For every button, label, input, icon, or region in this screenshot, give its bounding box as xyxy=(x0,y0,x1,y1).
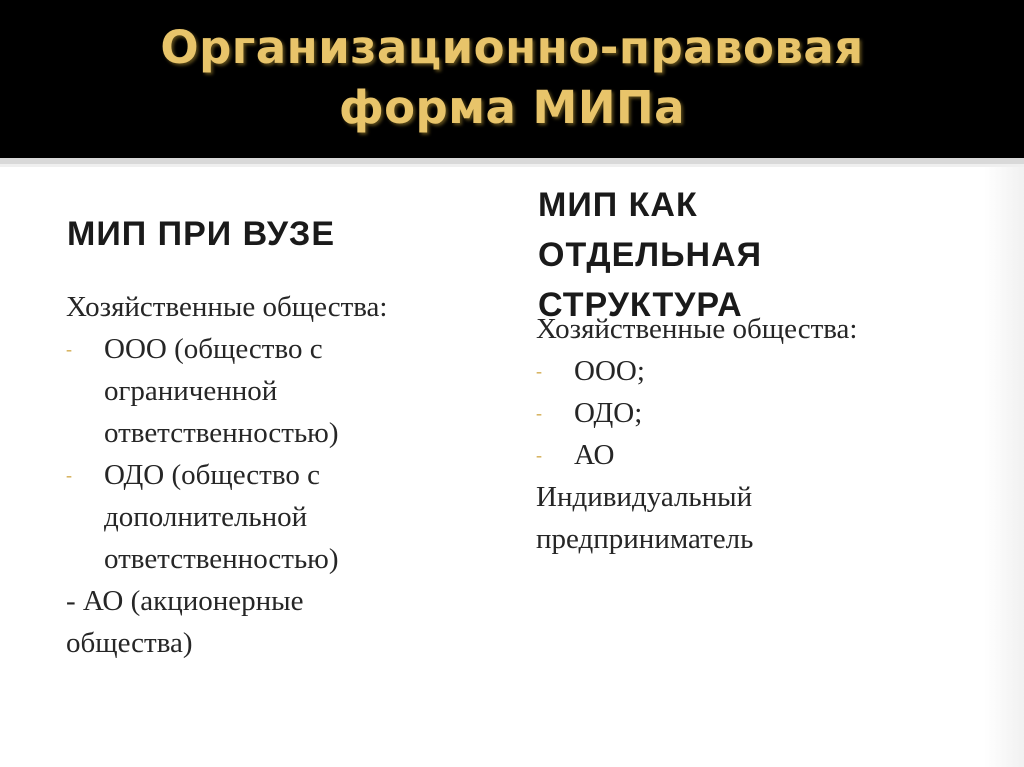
left-intro: Хозяйственные общества: xyxy=(66,291,388,323)
dash-bullet-icon: - xyxy=(66,465,72,485)
list-item-line: ООО (общество с xyxy=(104,333,323,365)
slide-title-line2: форма МИПа xyxy=(338,81,686,134)
list-item-line: ответственностью) xyxy=(104,417,339,449)
list-item-line: ОДО (общество с xyxy=(104,459,320,491)
list-item xyxy=(536,434,956,476)
right-last-line: предприниматель xyxy=(536,523,754,555)
list-item xyxy=(536,392,956,434)
left-last-line: - АО (акционерные xyxy=(66,585,304,617)
right-heading-line: СТРУКТУРА xyxy=(538,286,743,324)
list-item-line: ответственностью) xyxy=(104,543,339,575)
right-edge-shade xyxy=(984,167,1024,767)
right-intro: Хозяйственные общества: xyxy=(536,313,858,345)
left-column-heading: МИП ПРИ ВУЗЕ xyxy=(67,215,336,253)
list-item-label: ОДО; xyxy=(574,397,643,429)
list-item xyxy=(66,454,486,580)
right-last-line: Индивидуальный xyxy=(536,481,753,513)
list-item-line: дополнительной xyxy=(104,501,308,533)
list-item-line: ограниченной xyxy=(104,375,278,407)
list-item xyxy=(536,350,956,392)
right-heading-line: ОТДЕЛЬНАЯ xyxy=(538,236,763,274)
dash-bullet-icon: - xyxy=(536,403,542,423)
right-column-body xyxy=(536,308,956,560)
dash-bullet-icon: - xyxy=(536,445,542,465)
list-item-label: ООО; xyxy=(574,355,645,387)
list-item-label: АО xyxy=(574,439,615,471)
left-last-line: общества) xyxy=(66,627,193,659)
right-heading-line: МИП КАК xyxy=(538,186,698,224)
slide-title-line1: Организационно-правовая xyxy=(160,21,864,74)
dash-bullet-icon: - xyxy=(536,361,542,381)
title-divider-light xyxy=(0,164,1024,167)
dash-bullet-icon: - xyxy=(66,339,72,359)
list-item xyxy=(66,328,486,454)
left-column-body xyxy=(66,286,486,664)
slide-title xyxy=(0,18,1024,138)
